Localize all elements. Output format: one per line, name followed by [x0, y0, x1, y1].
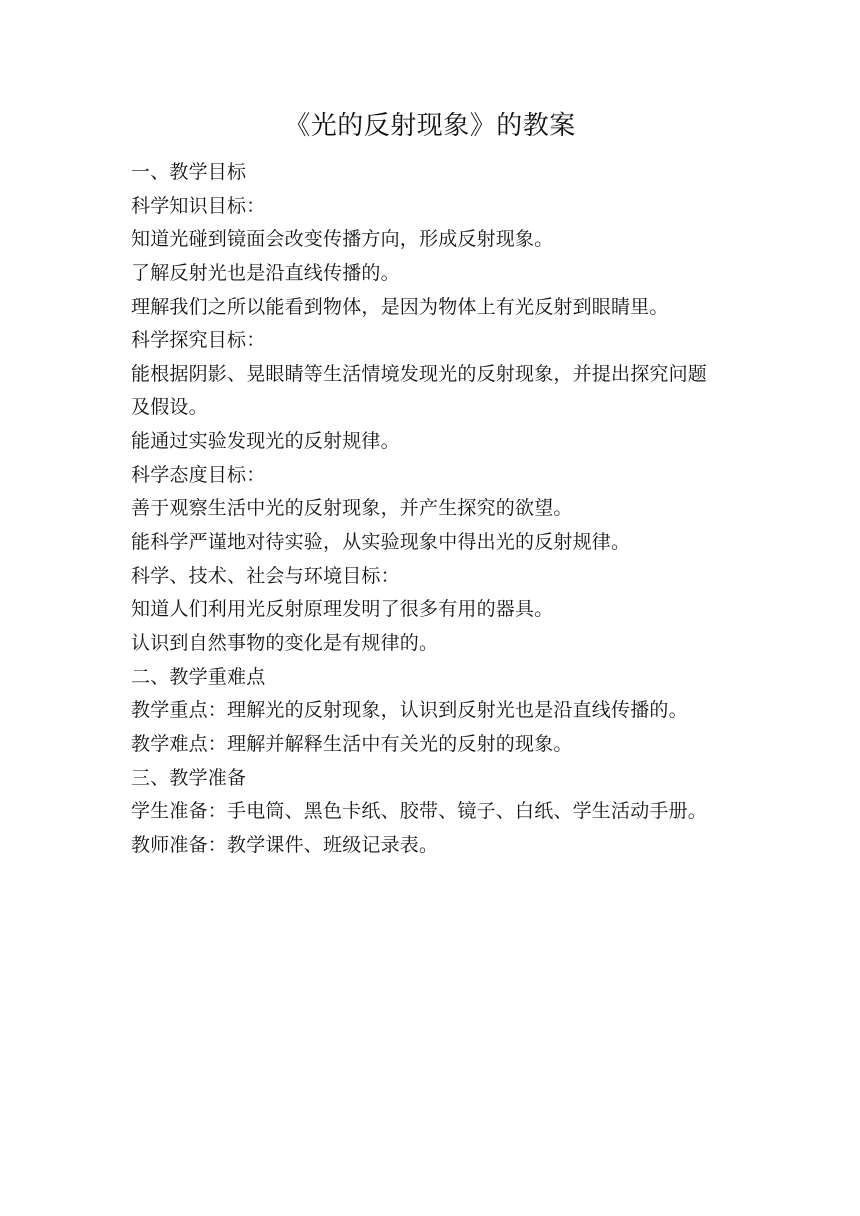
subsection-heading: 科学态度目标：: [131, 463, 266, 486]
subsection-heading: 科学探究目标：: [131, 329, 266, 352]
paragraph: 教师准备：教学课件、班级记录表。: [131, 833, 439, 856]
section-heading: 二、教学重难点: [131, 665, 266, 688]
paragraph: 学生准备：手电筒、黑色卡纸、胶带、镜子、白纸、学生活动手册。: [131, 800, 708, 823]
paragraph: 理解我们之所以能看到物体，是因为物体上有光反射到眼睛里。: [131, 295, 669, 318]
document-body: [131, 156, 751, 862]
paragraph: 教学重点：理解光的反射现象，认识到反射光也是沿直线传播的。: [131, 699, 688, 722]
section-heading: 三、教学准备: [131, 766, 247, 789]
paragraph: 能通过实验发现光的反射规律。: [131, 430, 400, 453]
paragraph: 了解反射光也是沿直线传播的。: [131, 261, 400, 284]
paragraph: 能根据阴影、晃眼睛等生活情境发现光的反射现象，并提出探究问题: [131, 362, 708, 385]
paragraph: 知道人们利用光反射原理发明了很多有用的器具。: [131, 598, 554, 621]
subsection-heading: 科学、技术、社会与环境目标：: [131, 564, 400, 587]
paragraph: 善于观察生活中光的反射现象，并产生探究的欲望。: [131, 497, 573, 520]
subsection-heading: 科学知识目标：: [131, 194, 266, 217]
paragraph: 认识到自然事物的变化是有规律的。: [131, 631, 439, 654]
section-heading: 一、教学目标: [131, 161, 247, 183]
paragraph: 能科学严谨地对待实验，从实验现象中得出光的反射规律。: [131, 531, 631, 554]
paragraph: 教学难点：理解并解释生活中有关光的反射的现象。: [131, 732, 573, 755]
paragraph: 及假设。: [131, 396, 208, 419]
document-title: 《光的反射现象》的教案: [284, 111, 576, 141]
paragraph: 知道光碰到镜面会改变传播方向，形成反射现象。: [131, 228, 554, 251]
